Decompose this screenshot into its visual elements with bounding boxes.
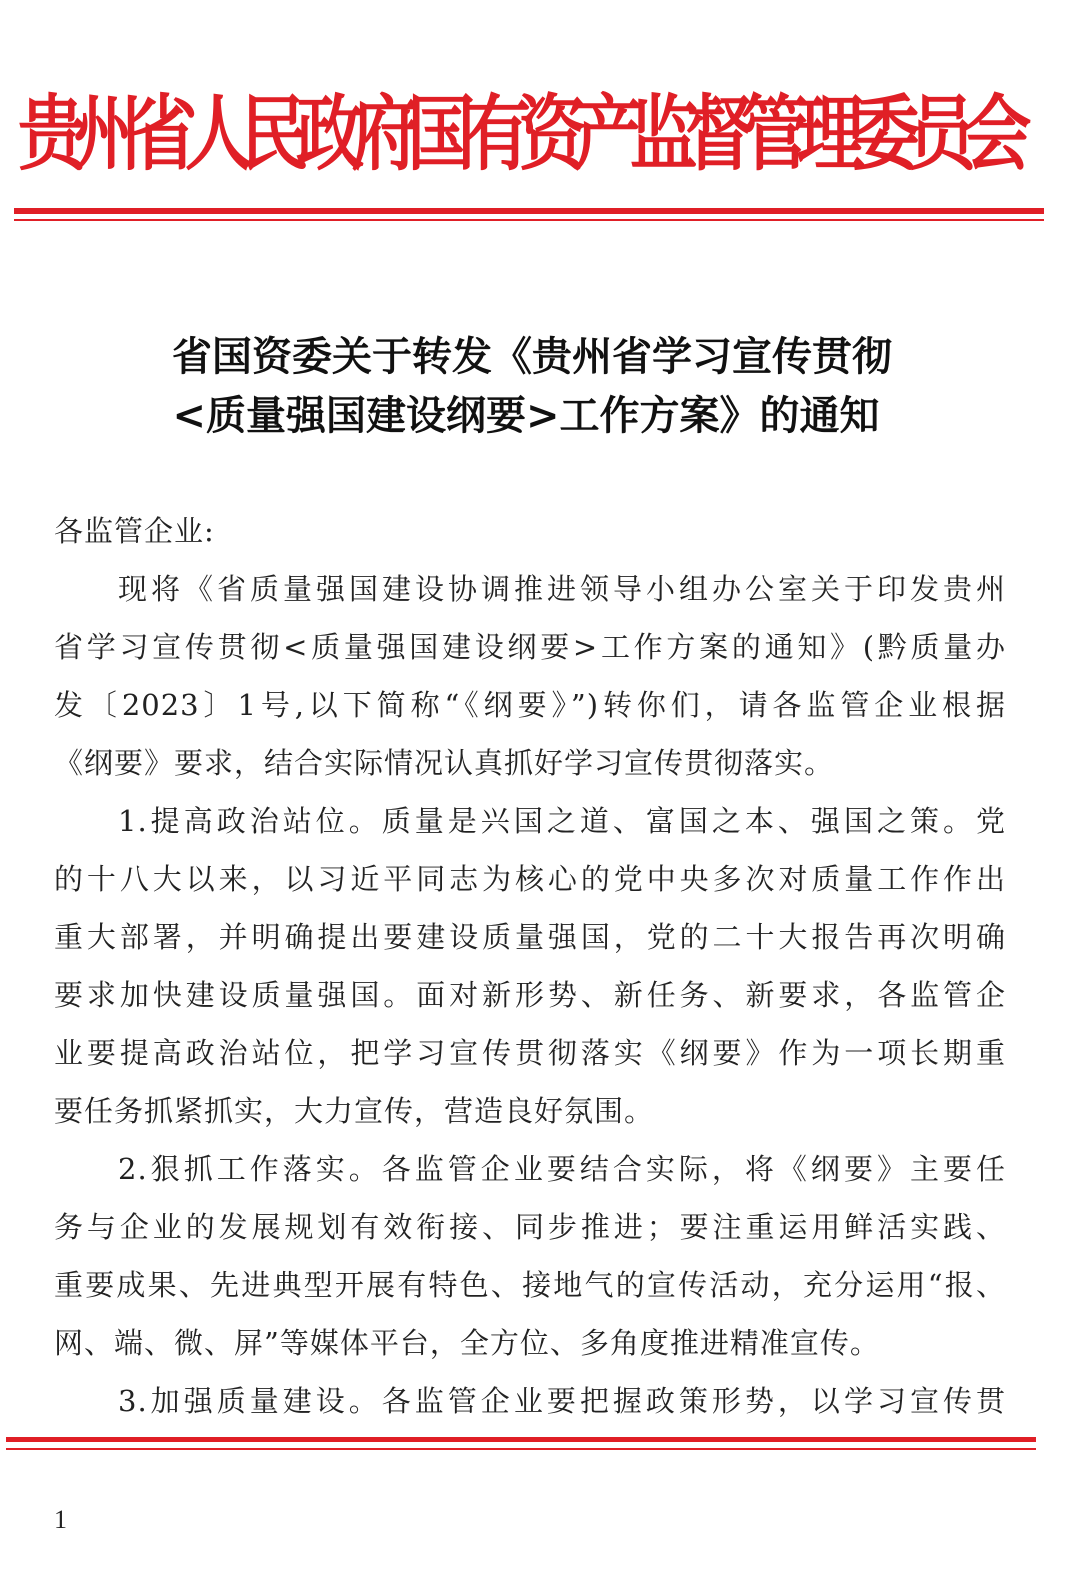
document-title-line-2: <质量强国建设纲要>工作方案》的通知 xyxy=(172,392,880,439)
body-line: 3.加强质量建设。各监管企业要把握政策形势，以学习宣传贯 xyxy=(118,1384,1006,1418)
body-line: 的十八大以来，以习近平同志为核心的党中央多次对质量工作作出 xyxy=(54,862,1006,896)
salutation: 各监管企业: xyxy=(54,514,215,548)
body-line: 重大部署，并明确提出要建设质量强国，党的二十大报告再次明确 xyxy=(54,920,1006,954)
body-line: 省学习宣传贯彻<质量强国建设纲要>工作方案的通知》(黔质量办 xyxy=(54,630,1006,664)
body-line: 现将《省质量强国建设协调推进领导小组办公室关于印发贵州 xyxy=(118,572,1006,606)
footer-rule-thin xyxy=(6,1448,1036,1450)
header-rule-thin xyxy=(14,219,1044,221)
body-line: 重要成果、先进典型开展有特色、接地气的宣传活动，充分运用“报、 xyxy=(54,1268,1006,1302)
body-line: 网、端、微、屏”等媒体平台，全方位、多角度推进精准宣传。 xyxy=(54,1326,880,1360)
body-line: 要任务抓紧抓实，大力宣传，营造良好氛围。 xyxy=(54,1094,655,1128)
page-number: 1 xyxy=(54,1505,67,1534)
agency-masthead: 贵州省人民政府国有资产监督管理委员会 xyxy=(18,87,1019,182)
body-line: 业要提高政治站位，把学习宣传贯彻落实《纲要》作为一项长期重 xyxy=(54,1036,1006,1070)
body-line: 务与企业的发展规划有效衔接、同步推进；要注重运用鲜活实践、 xyxy=(54,1210,1006,1244)
body-line: 要求加快建设质量强国。面对新形势、新任务、新要求，各监管企 xyxy=(54,978,1006,1012)
body-line: 2.狠抓工作落实。各监管企业要结合实际，将《纲要》主要任 xyxy=(118,1152,1006,1186)
body-line: 发〔2023〕1号,以下简称“《纲要》”)转你们，请各监管企业根据 xyxy=(54,688,1006,722)
body-line: 1.提高政治站位。质量是兴国之道、富国之本、强国之策。党 xyxy=(118,804,1006,838)
header-rule-thick xyxy=(14,208,1044,214)
document-title-line-1: 省国资委关于转发《贵州省学习宣传贯彻 xyxy=(172,333,892,380)
footer-rule-thick xyxy=(6,1437,1036,1442)
body-line: 《纲要》要求，结合实际情况认真抓好学习宣传贯彻落实。 xyxy=(54,746,835,780)
